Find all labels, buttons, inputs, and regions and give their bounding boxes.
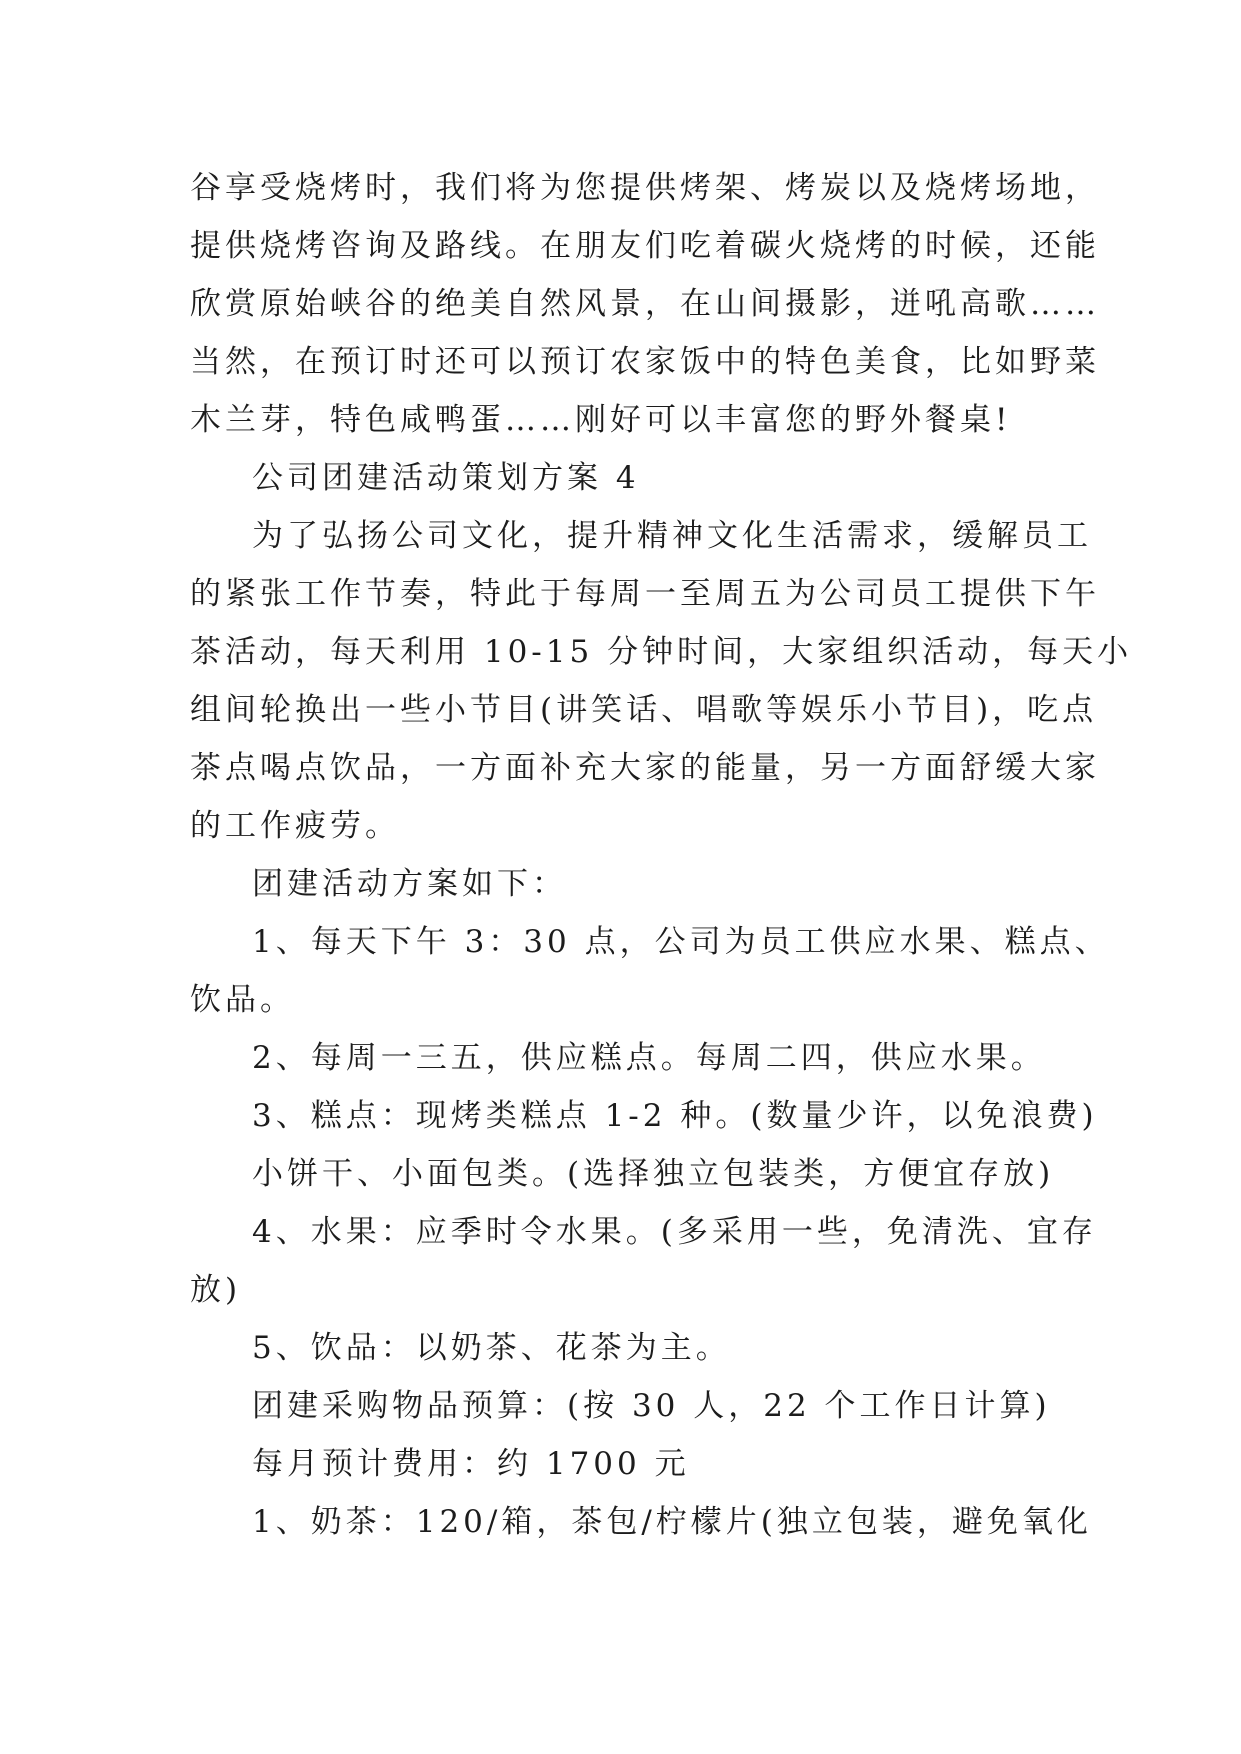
text-line: 提供烧烤咨询及路线。在朋友们吃着碳火烧烤的时候，还能 <box>190 228 1100 264</box>
text-line: 谷享受烧烤时，我们将为您提供烤架、烤炭以及烧烤场地， <box>190 170 1100 206</box>
text-line: 放) <box>190 1272 242 1308</box>
list-item: 3、糕点：现烤类糕点 1-2 种。(数量少许，以免浪费) <box>252 1098 1098 1134</box>
text-line: 的工作疲劳。 <box>190 808 400 844</box>
text-line: 团建采购物品预算：(按 30 人，22 个工作日计算) <box>252 1388 1051 1424</box>
section-heading: 公司团建活动策划方案 4 <box>252 460 640 496</box>
list-item: 1、奶茶：120/箱，茶包/柠檬片(独立包装，避免氧化 <box>252 1504 1092 1540</box>
text-line: 的紧张工作节奏，特此于每周一至周五为公司员工提供下午 <box>190 576 1100 612</box>
text-line: 组间轮换出一些小节目(讲笑话、唱歌等娱乐小节目)，吃点 <box>190 692 1098 728</box>
list-item: 4、水果：应季时令水果。(多采用一些，免清洗、宜存 <box>252 1214 1097 1250</box>
list-item: 1、每天下午 3：30 点，公司为员工供应水果、糕点、 <box>252 924 1110 960</box>
text-line: 欣赏原始峡谷的绝美自然风景，在山间摄影，迸吼高歌…… <box>190 286 1100 322</box>
text-line: 当然，在预订时还可以预订农家饭中的特色美食，比如野菜 <box>190 344 1100 380</box>
text-line: 木兰芽，特色咸鸭蛋……刚好可以丰富您的野外餐桌! <box>190 402 1012 438</box>
text-line: 茶活动，每天利用 10-15 分钟时间，大家组织活动，每天小 <box>190 634 1133 670</box>
text-line: 团建活动方案如下： <box>252 866 567 902</box>
text-line: 为了弘扬公司文化，提升精神文化生活需求，缓解员工 <box>252 518 1092 554</box>
list-item: 5、饮品：以奶茶、花茶为主。 <box>252 1330 731 1366</box>
text-line: 小饼干、小面包类。(选择独立包装类，方便宜存放) <box>252 1156 1055 1192</box>
text-line: 茶点喝点饮品，一方面补充大家的能量，另一方面舒缓大家 <box>190 750 1100 786</box>
list-item: 2、每周一三五，供应糕点。每周二四，供应水果。 <box>252 1040 1046 1076</box>
text-line: 每月预计费用：约 1700 元 <box>252 1446 690 1482</box>
text-line: 饮品。 <box>190 982 295 1018</box>
